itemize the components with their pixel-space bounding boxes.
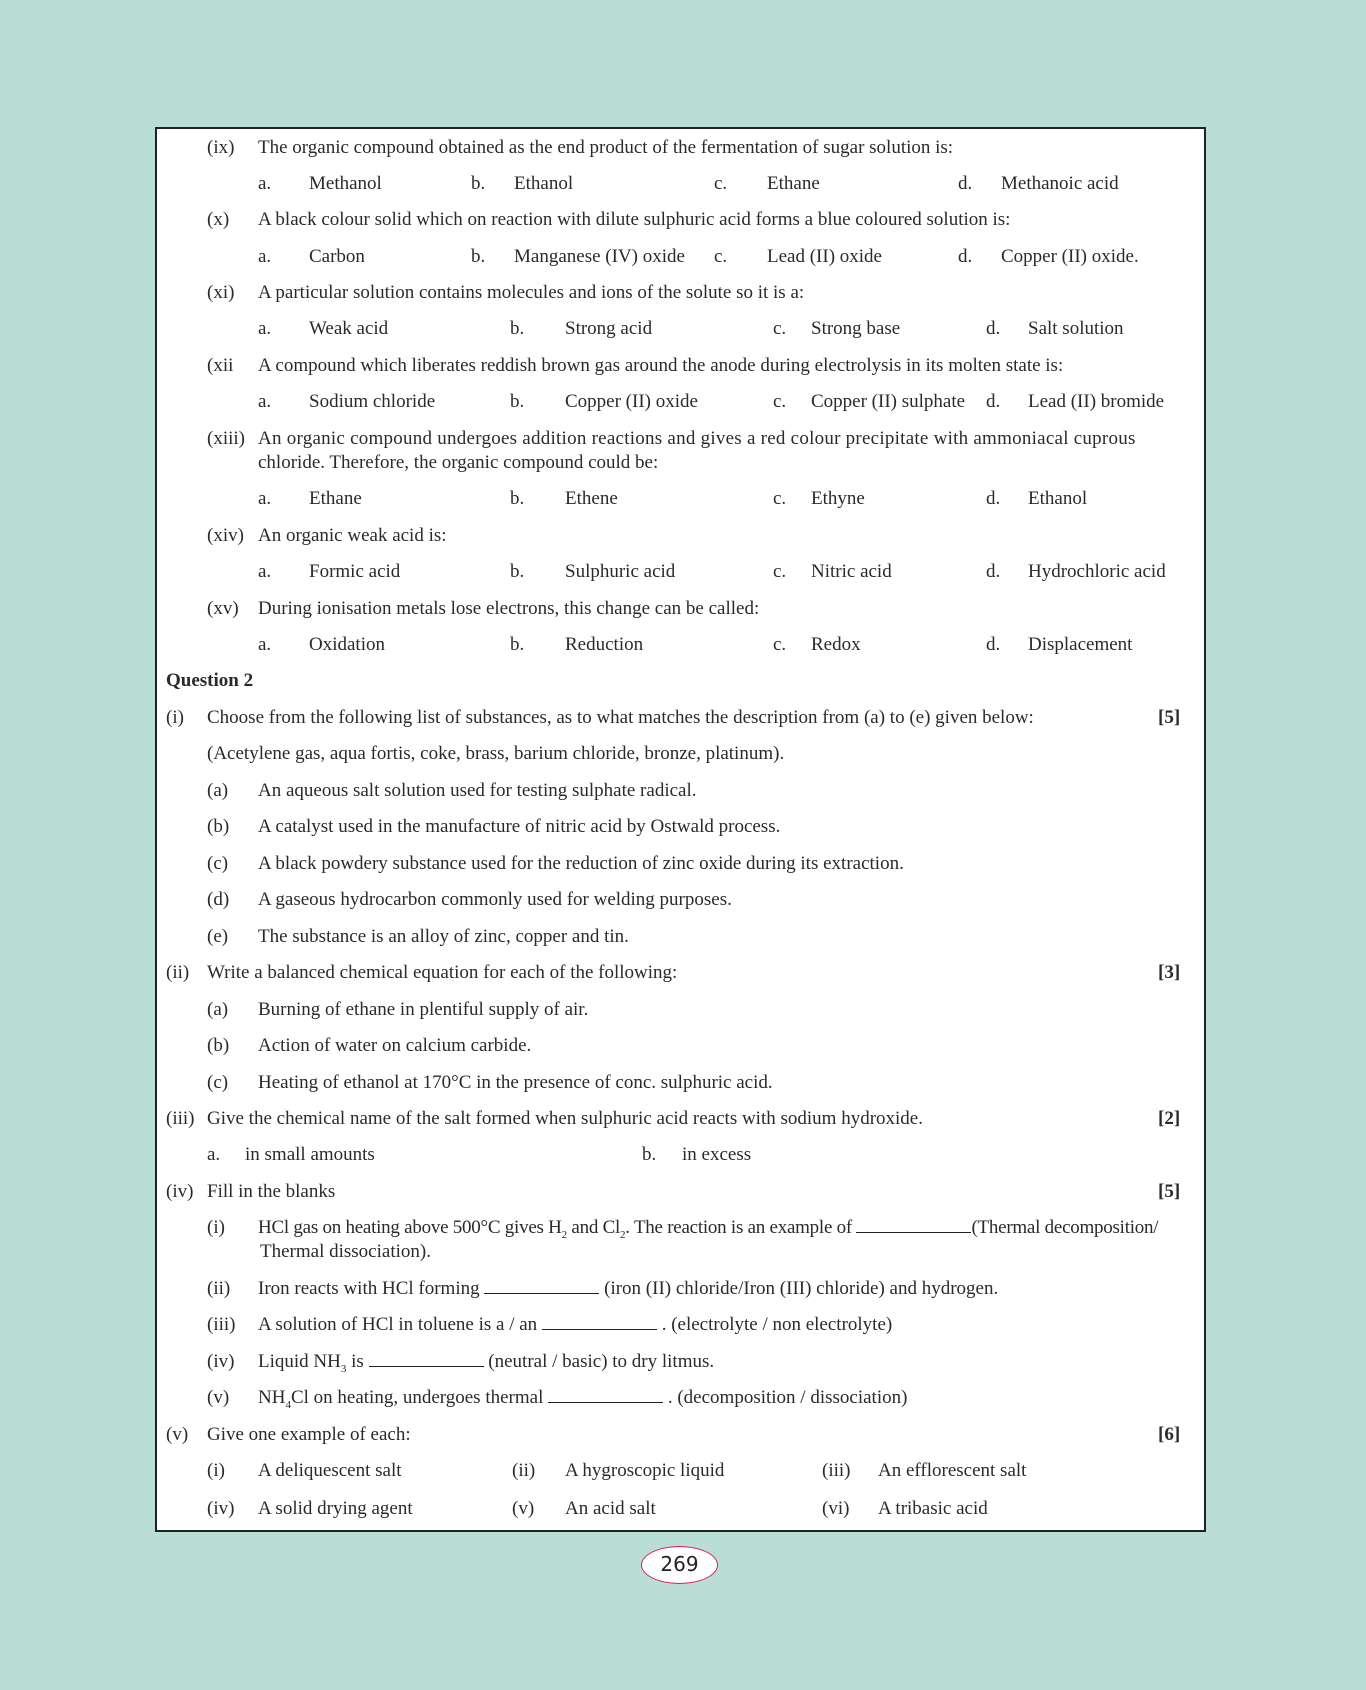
sentence-part: . (decomposition / dissociation) <box>663 1387 908 1408</box>
question-text: A particular solution contains molecules and ions of the solute so it is a: <box>258 282 805 303</box>
question-number: (xiv) <box>207 525 244 546</box>
question-text: A compound which liberates reddish brown gas around the anode during electrolysis in its molten state is: <box>258 355 1064 376</box>
question-text: The organic compound obtained as the end product of the fermentation of sugar solution is: <box>258 137 954 158</box>
option-label: b. <box>510 488 525 509</box>
sentence-part: A solution of HCl in toluene is a / an <box>258 1314 542 1335</box>
option-label: d. <box>986 488 1001 509</box>
option-label: b. <box>471 246 486 267</box>
option-text: Lead (II) oxide <box>767 246 882 267</box>
question-number: (iii) <box>166 1108 195 1129</box>
option-text: Nitric acid <box>811 561 892 582</box>
option-text: Ethanol <box>1028 488 1088 509</box>
sentence-part: . The reaction is an example of <box>625 1217 857 1238</box>
question-text: Give one example of each: <box>207 1424 411 1445</box>
item-label: (iii) <box>207 1314 236 1335</box>
page-number: 269 <box>641 1546 718 1584</box>
subscript: 3 <box>340 1362 347 1375</box>
option-text: Reduction <box>565 634 644 655</box>
item-label: (i) <box>207 1217 225 1238</box>
sentence-part: . (electrolyte / non electrolyte) <box>656 1314 893 1335</box>
option-text: Ethanol <box>514 173 574 194</box>
fill-blank-sentence <box>258 1278 998 1300</box>
item-text: A catalyst used in the manufacture of nitric acid by Ostwald process. <box>258 816 781 837</box>
fill-blank-sentence <box>258 1387 907 1409</box>
sentence-part: NH <box>258 1387 286 1408</box>
option-label: c. <box>773 391 787 412</box>
item-text: A black powdery substance used for the reduction of zinc oxide during its extraction. <box>258 853 904 874</box>
option-label: c. <box>773 561 787 582</box>
item-label: (b) <box>207 1035 230 1056</box>
question-number: (xii <box>207 355 234 376</box>
item-label: (iv) <box>207 1351 235 1372</box>
sentence-part: and Cl <box>566 1217 621 1238</box>
sentence-part: is <box>346 1351 369 1372</box>
option-label: b. <box>642 1144 657 1165</box>
item-label: (iv) <box>207 1498 235 1519</box>
option-text: in small amounts <box>245 1144 375 1165</box>
item-text: An aqueous salt solution used for testing sulphate radical. <box>258 780 697 801</box>
option-label: c. <box>773 318 787 339</box>
option-label: a. <box>258 391 272 412</box>
fill-blank-sentence <box>258 1217 1158 1239</box>
option-text: Lead (II) bromide <box>1028 391 1165 412</box>
subscript: 4 <box>285 1398 291 1411</box>
answer-blank[interactable] <box>856 1218 971 1233</box>
marks: [6] <box>1158 1424 1181 1445</box>
question-number: (i) <box>166 707 184 728</box>
option-text: Sodium chloride <box>309 391 436 412</box>
option-text: Redox <box>811 634 861 655</box>
item-label: (ii) <box>512 1460 536 1481</box>
item-label: (d) <box>207 889 230 910</box>
answer-blank[interactable] <box>542 1315 657 1330</box>
item-label: (e) <box>207 926 229 947</box>
question-number: (xi) <box>207 282 235 303</box>
question-number: (x) <box>207 209 230 230</box>
fill-blank-sentence <box>258 1314 892 1336</box>
option-text: Ethane <box>767 173 820 194</box>
marks: [2] <box>1158 1108 1181 1129</box>
question-number: (v) <box>166 1424 189 1445</box>
question-text: Give the chemical name of the salt formed when sulphuric acid reacts with sodium hydroxide. <box>207 1108 923 1129</box>
option-label: c. <box>714 173 728 194</box>
question-text-continued: chloride. Therefore, the organic compound could be: <box>258 452 659 473</box>
option-text: Ethyne <box>811 488 865 509</box>
item-label: (i) <box>207 1460 225 1481</box>
option-label: d. <box>986 391 1001 412</box>
question-number: (iv) <box>166 1181 194 1202</box>
option-label: b. <box>471 173 486 194</box>
sentence-part: HCl gas on heating above 500°C gives H <box>258 1217 562 1238</box>
question-number: (ii) <box>166 962 190 983</box>
item-label: (c) <box>207 1072 229 1093</box>
option-label: d. <box>958 246 973 267</box>
question-text: Choose from the following list of substances, as to what matches the description from (a) to (e) given below: <box>207 707 1034 728</box>
sentence-part: Cl on heating, undergoes thermal <box>290 1387 549 1408</box>
option-label: d. <box>986 318 1001 339</box>
option-text: Displacement <box>1028 634 1133 655</box>
item-text: A gaseous hydrocarbon commonly used for welding purposes. <box>258 889 732 910</box>
option-label: a. <box>258 634 272 655</box>
question-text: An organic compound undergoes addition reactions and gives a red colour precipitate with ammoniacal cuprous <box>258 428 1136 449</box>
item-text: Burning of ethane in plentiful supply of air. <box>258 999 589 1020</box>
option-label: a. <box>258 246 272 267</box>
question-text: During ionisation metals lose electrons, this change can be called: <box>258 598 760 619</box>
answer-blank[interactable] <box>369 1352 484 1367</box>
question-number: (ix) <box>207 137 235 158</box>
subscript: 2 <box>620 1228 626 1241</box>
option-label: c. <box>773 488 787 509</box>
fill-blank-sentence-continued: Thermal dissociation). <box>260 1241 431 1262</box>
item-label: (vi) <box>822 1498 850 1519</box>
marks: [5] <box>1158 1181 1181 1202</box>
item-text: Action of water on calcium carbide. <box>258 1035 532 1056</box>
option-text: Manganese (IV) oxide <box>514 246 685 267</box>
option-label: d. <box>986 561 1001 582</box>
item-label: (v) <box>207 1387 230 1408</box>
item-label: (iii) <box>822 1460 851 1481</box>
question-number: (xv) <box>207 598 239 619</box>
option-text: Carbon <box>309 246 365 267</box>
sentence-part: Liquid NH <box>258 1351 341 1372</box>
item-text: A hygroscopic liquid <box>565 1460 725 1481</box>
option-label: c. <box>773 634 787 655</box>
option-text: Methanoic acid <box>1001 173 1119 194</box>
option-text: Sulphuric acid <box>565 561 676 582</box>
option-label: b. <box>510 391 525 412</box>
option-text: Oxidation <box>309 634 385 655</box>
item-label: (b) <box>207 816 230 837</box>
option-label: b. <box>510 634 525 655</box>
item-text: An acid salt <box>565 1498 656 1519</box>
subscript: 2 <box>561 1228 567 1241</box>
item-label: (c) <box>207 853 229 874</box>
sentence-part: (Thermal decomposition/ <box>971 1217 1159 1238</box>
item-text: The substance is an alloy of zinc, copper and tin. <box>258 926 629 947</box>
option-text: in excess <box>682 1144 752 1165</box>
option-label: d. <box>958 173 973 194</box>
question-text: Fill in the blanks <box>207 1181 336 1202</box>
option-label: a. <box>258 561 272 582</box>
option-label: a. <box>258 488 272 509</box>
section-heading: Question 2 <box>166 670 254 691</box>
substance-list: (Acetylene gas, aqua fortis, coke, brass, barium chloride, bronze, platinum). <box>207 743 785 764</box>
option-label: a. <box>258 173 272 194</box>
question-text: A black colour solid which on reaction with dilute sulphuric acid forms a blue coloured solution is: <box>258 209 1011 230</box>
option-text: Salt solution <box>1028 318 1124 339</box>
answer-blank[interactable] <box>484 1279 599 1294</box>
item-label: (a) <box>207 780 229 801</box>
option-label: a. <box>258 318 272 339</box>
item-text: A deliquescent salt <box>258 1460 402 1481</box>
item-label: (a) <box>207 999 229 1020</box>
option-text: Strong base <box>811 318 901 339</box>
item-text: An efflorescent salt <box>878 1460 1027 1481</box>
option-text: Weak acid <box>309 318 389 339</box>
option-label: d. <box>986 634 1001 655</box>
item-text: A solid drying agent <box>258 1498 413 1519</box>
item-label: (v) <box>512 1498 535 1519</box>
item-text: Heating of ethanol at 170°C in the presence of conc. sulphuric acid. <box>258 1072 773 1093</box>
marks: [3] <box>1158 962 1181 983</box>
sentence-part: (iron (II) chloride/Iron (III) chloride) and hydrogen. <box>599 1278 999 1299</box>
option-label: a. <box>207 1144 221 1165</box>
sentence-part: (neutral / basic) to dry litmus. <box>483 1351 715 1372</box>
option-text: Strong acid <box>565 318 653 339</box>
option-text: Formic acid <box>309 561 401 582</box>
option-label: c. <box>714 246 728 267</box>
item-label: (ii) <box>207 1278 231 1299</box>
option-text: Hydrochloric acid <box>1028 561 1166 582</box>
option-text: Ethene <box>565 488 618 509</box>
fill-blank-sentence <box>258 1351 714 1373</box>
option-text: Copper (II) oxide <box>565 391 698 412</box>
option-label: b. <box>510 318 525 339</box>
question-number: (xiii) <box>207 428 245 449</box>
item-text: A tribasic acid <box>878 1498 988 1519</box>
option-text: Ethane <box>309 488 362 509</box>
question-text: An organic weak acid is: <box>258 525 447 546</box>
option-label: b. <box>510 561 525 582</box>
marks: [5] <box>1158 707 1181 728</box>
option-text: Copper (II) oxide. <box>1001 246 1139 267</box>
question-paper-page <box>155 127 1206 1532</box>
option-text: Methanol <box>309 173 382 194</box>
option-text: Copper (II) sulphate <box>811 391 966 412</box>
question-text: Write a balanced chemical equation for each of the following: <box>207 962 678 983</box>
sentence-part: Iron reacts with HCl forming <box>258 1278 485 1299</box>
answer-blank[interactable] <box>548 1388 663 1403</box>
